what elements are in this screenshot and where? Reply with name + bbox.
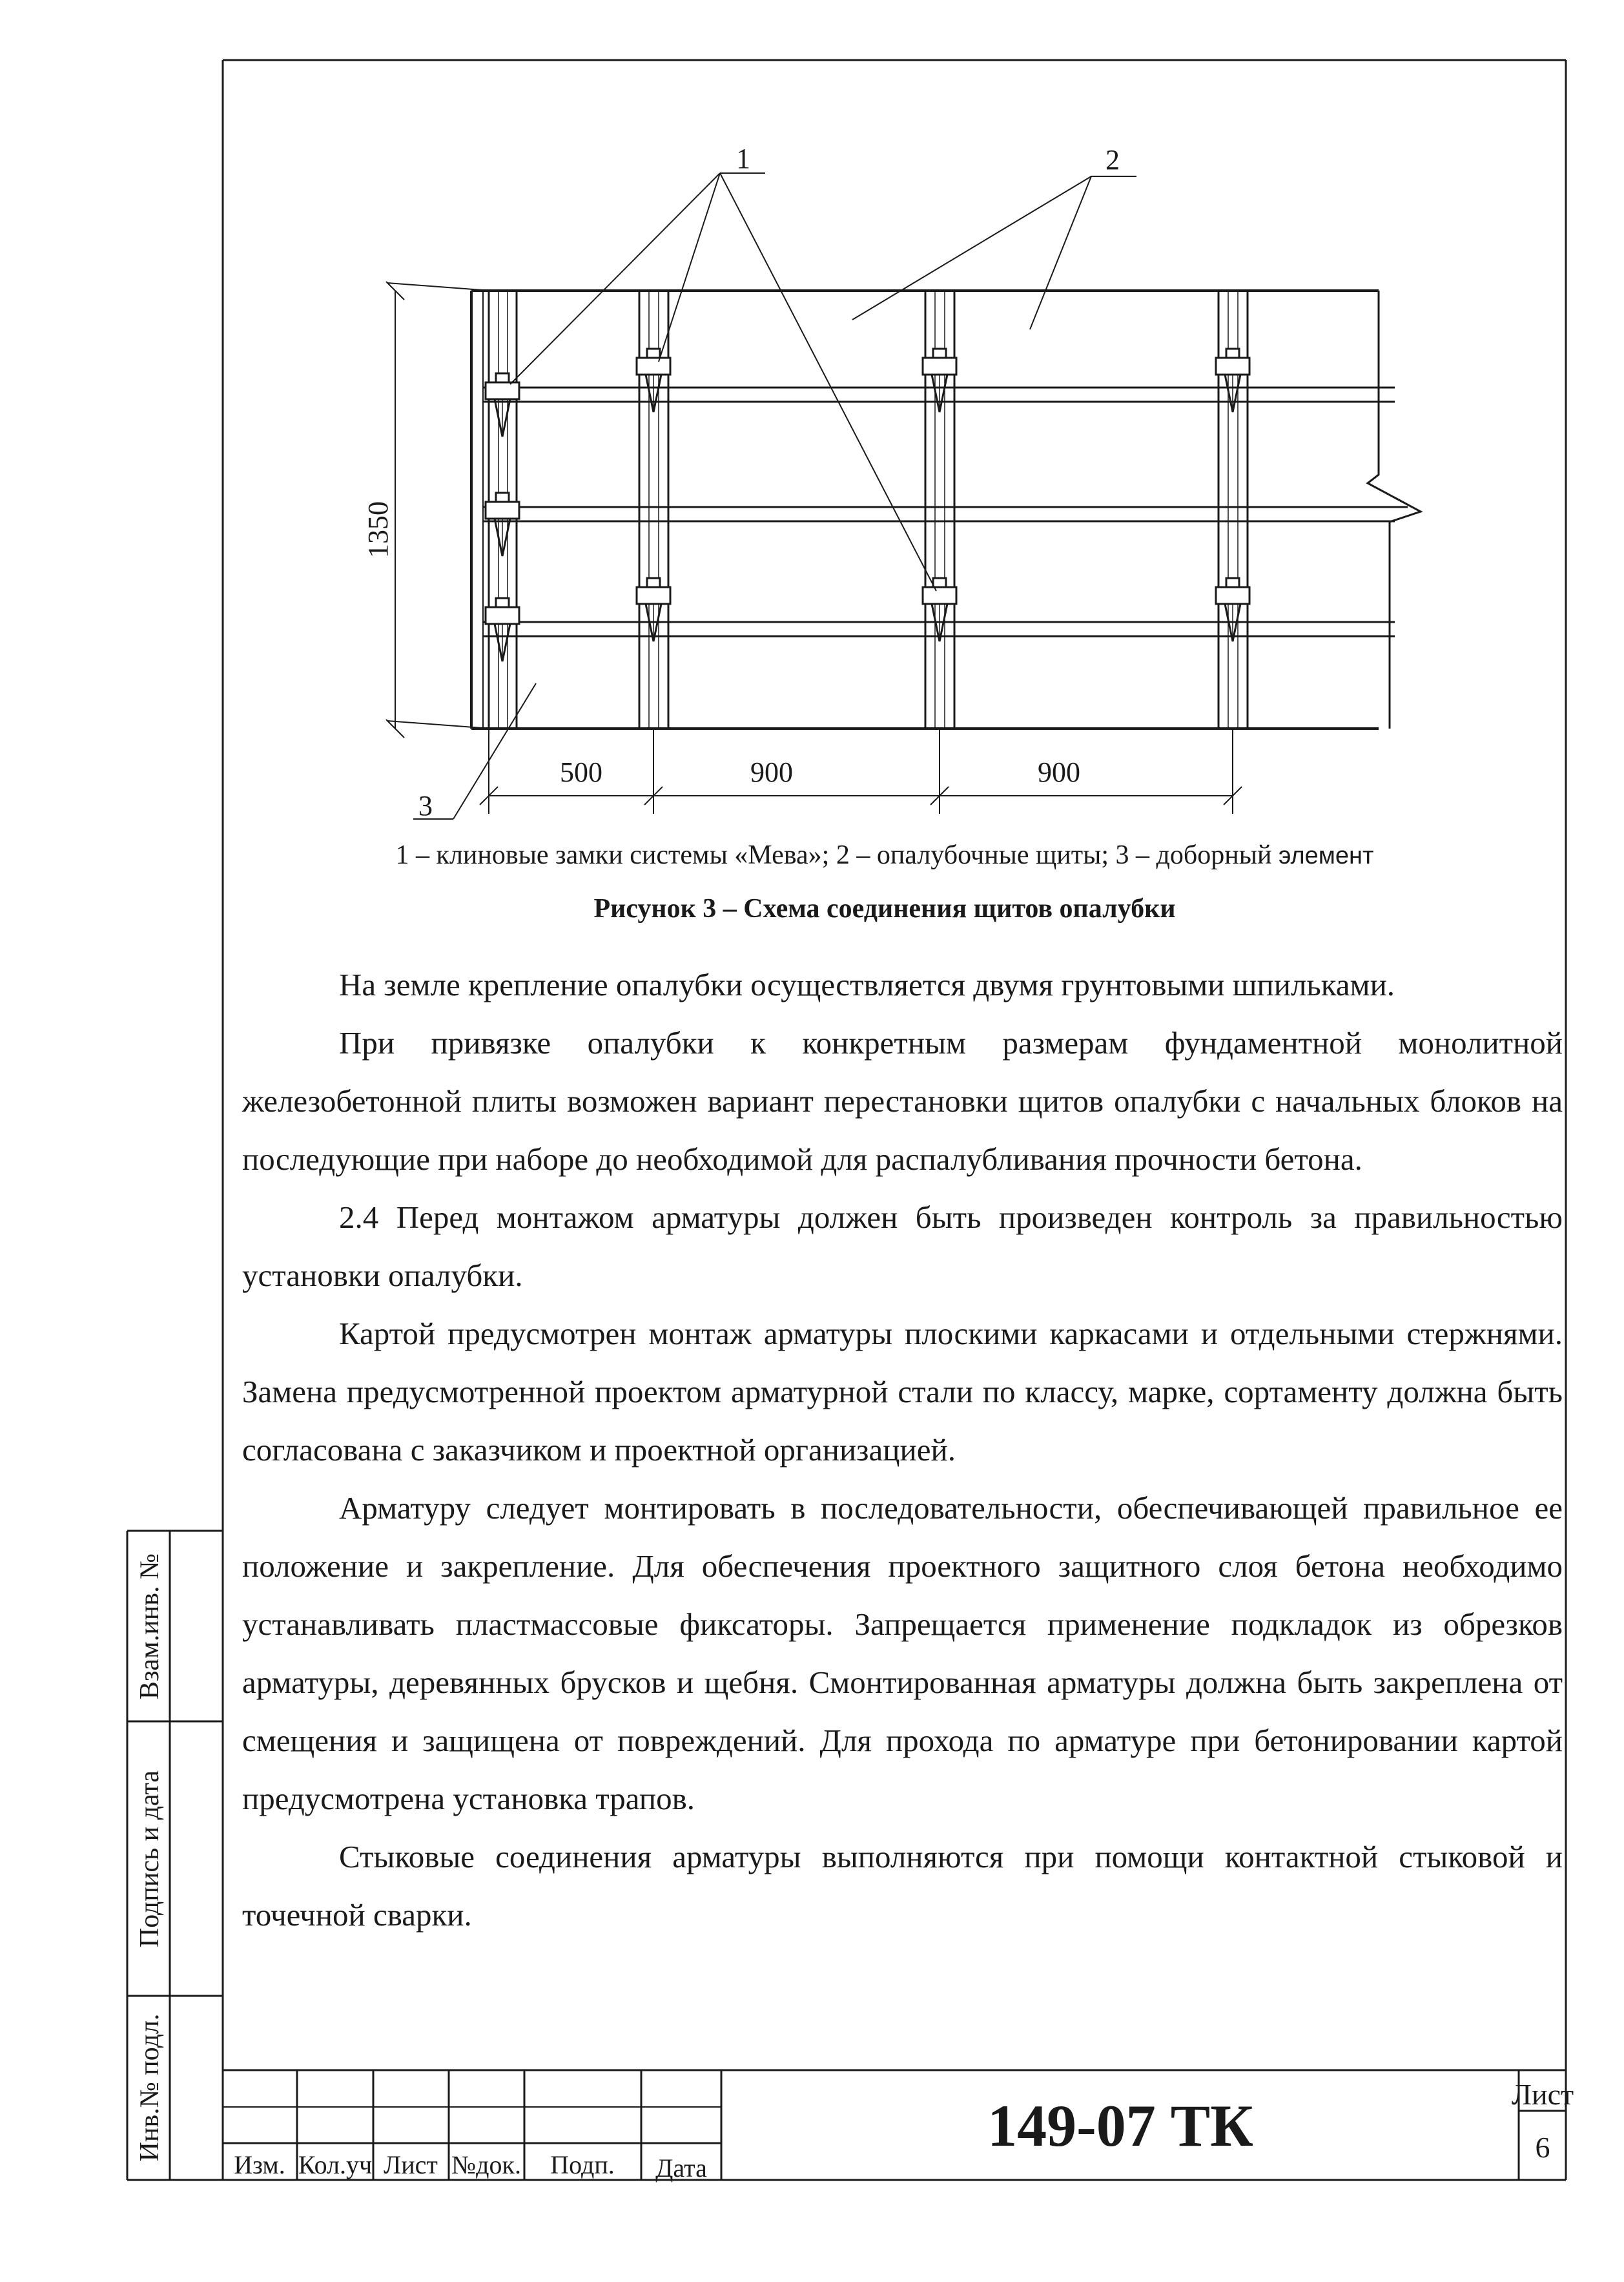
- dimension-height: 1350: [362, 501, 394, 558]
- paragraph: При привязке опалубки к конкретным размерам фундаментной монолитной железобетонной плиты возможен вариант перестановки щитов опалубки с начальных блоков на последующие при наборе до необходимой для распалубливания прочности бетона.: [242, 1025, 1563, 1177]
- figure-legend: [220, 840, 1550, 871]
- wedge-clamp: [486, 493, 519, 556]
- col-izm: Изм.: [234, 2150, 285, 2179]
- callout-1: 1: [736, 143, 750, 174]
- paragraph: Стыковые соединения арматуры выполняются при помощи контактной стыковой и точечной сварки.: [242, 1839, 1563, 1933]
- wedge-clamp: [637, 578, 670, 641]
- figure-legend-tail: элемент: [1278, 842, 1374, 869]
- wedge-clamp: [923, 578, 956, 641]
- wedge-clamp: [486, 598, 519, 661]
- paragraph: Арматуру следует монтировать в последовательности, обеспечивающей правильное ее положение и закрепление. Для обеспечения проектного защитного слоя бетона необходимо устанавливать пластмассовые фиксаторы. Запрещается применение подкладок из обрезков арматуры, деревянных брусков и щебня. Смонтированная арматуры должна быть закреплена от смещения и защищена от повреждений. Для прохода по арматуре при бетонировании картой предусмотрена установка трапов.: [242, 1490, 1563, 1816]
- paragraph: 2.4 Перед монтажом арматуры должен быть произведен контроль за правильностью установки опалубки.: [242, 1199, 1563, 1293]
- sheet-number: 6: [1535, 2131, 1550, 2164]
- side-stamp-podpis-data: Подпись и дата: [135, 1770, 165, 1948]
- callout-3: 3: [418, 790, 433, 822]
- document-code: 149-07 ТК: [987, 2093, 1253, 2159]
- wedge-clamp: [486, 373, 519, 437]
- dimension-span-900-b: 900: [1038, 756, 1080, 788]
- dimension-span-900-a: 900: [750, 756, 793, 788]
- paragraph: На земле крепление опалубки осуществляется двумя грунтовыми шпильками.: [339, 967, 1395, 1002]
- paragraph: Картой предусмотрен монтаж арматуры плоскими каркасами и отдельными стержнями. Замена предусмотренной проектом арматурной стали по классу, марке, сортаменту должна быть согласована с заказчиком и проектной организацией.: [242, 1316, 1563, 1468]
- wedge-clamp: [1216, 578, 1249, 641]
- figure-title: Рисунок 3 – Схема соединения щитов опалубки: [593, 894, 1176, 924]
- sheet-label: Лист: [1511, 2078, 1574, 2111]
- panel-ribs: [489, 291, 1248, 729]
- col-podp: Подп.: [550, 2150, 615, 2179]
- col-list: Лист: [384, 2150, 438, 2179]
- callout-2: 2: [1105, 144, 1120, 176]
- side-stamp-inv-podl: Инв.№ подл.: [135, 2013, 165, 2162]
- dimension-span-500: 500: [560, 756, 602, 788]
- body-text: [242, 956, 1563, 1944]
- panel-rib-inner-lines: [499, 291, 1238, 729]
- col-nom-dok: №док.: [451, 2150, 521, 2179]
- leader-lines: [413, 173, 1136, 819]
- col-data: Дата: [655, 2153, 707, 2183]
- dimension-lines: [386, 282, 1242, 814]
- figure-legend-main: 1 – клиновые замки системы «Мева»; 2 – опалубочные щиты; 3 – доборный: [395, 840, 1279, 870]
- wedge-clamps: [486, 349, 1249, 661]
- side-stamp-vzam-inv: Взам.инв. №: [135, 1553, 165, 1700]
- col-kol-uch: Кол.уч: [298, 2150, 373, 2179]
